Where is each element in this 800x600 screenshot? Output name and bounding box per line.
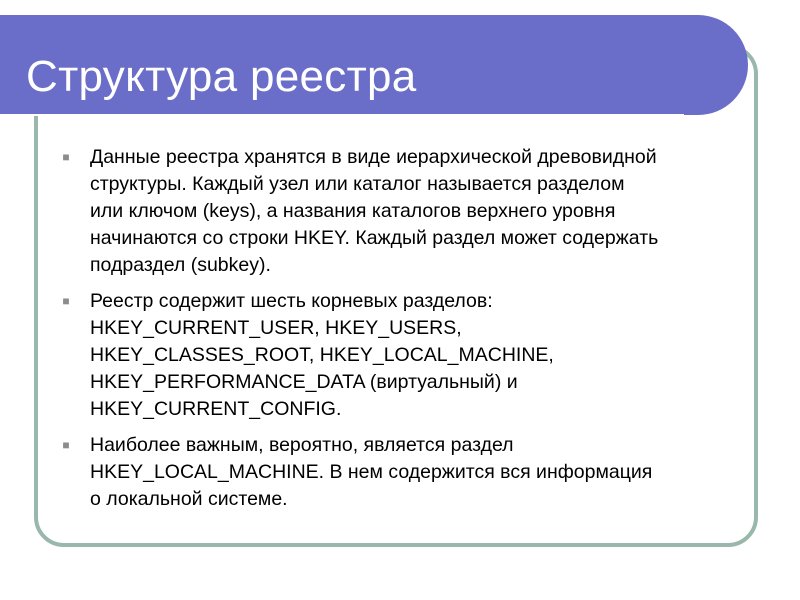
bullet-line: Реестр содержит шесть корневых разделов: — [90, 290, 493, 312]
bullet-line: начинаются со строки HKEY. Каждый раздел может содержать — [90, 227, 659, 249]
bullet-line: HKEY_CLASSES_ROOT, HKEY_LOCAL_MACHINE, — [90, 344, 554, 366]
bullet-line: Наиболее важным, вероятно, является раздел — [90, 434, 514, 456]
square-bullet-icon: ■ — [62, 150, 70, 164]
bullet-line: HKEY_LOCAL_MACHINE. В нем содержится вся информация — [90, 461, 653, 483]
bullet-line: HKEY_CURRENT_USER, HKEY_USERS, — [90, 317, 462, 339]
bullet-line: структуры. Каждый узел или каталог называется разделом — [90, 173, 625, 195]
square-bullet-icon: ■ — [62, 438, 70, 452]
bullet-line: Данные реестра хранятся в виде иерархической древовидной — [90, 146, 657, 168]
bullet-list — [60, 144, 750, 522]
bullet-line: о локальной системе. — [90, 488, 288, 510]
square-bullet-icon: ■ — [62, 294, 70, 308]
bullet-line: HKEY_PERFORMANCE_DATA (виртуальный) и — [90, 371, 518, 393]
slide-title: Структура реестра — [26, 52, 417, 101]
bullet-line: или ключом (keys), а названия каталогов верхнего уровня — [90, 200, 616, 222]
bullet-item — [60, 144, 750, 279]
bullet-item — [60, 288, 750, 423]
bullet-item — [60, 432, 750, 513]
bullet-line: подраздел (subkey). — [90, 254, 271, 276]
title-underline — [0, 114, 684, 116]
title-bar — [0, 15, 748, 115]
bullet-line: HKEY_CURRENT_CONFIG. — [90, 398, 342, 420]
